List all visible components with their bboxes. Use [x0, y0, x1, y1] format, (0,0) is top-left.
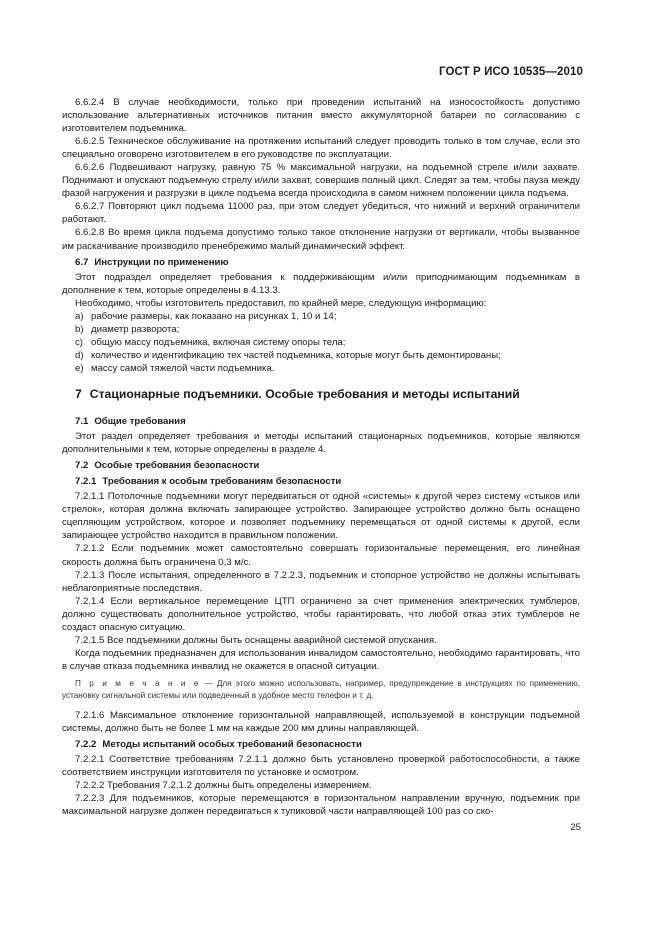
paragraph-7-2-1-1: 7.2.1.1 Потолочные подъемники могут передвигаться от одной «системы» к другой через систему «стыков или стрелок», которая должна включать запирающее устройство. Запирающее устройство должно быть оснащено сцепляющим устройством, которое и позволяет подъемнику перемещаться от одной системы к другой, если запирающее устройство находится в правильном положении.: [62, 491, 580, 542]
section-number: 7.2: [75, 460, 89, 472]
list-item-text: диаметр разворота;: [91, 323, 180, 335]
list-item-text: общую массу подъемника, включая систему опоры тела;: [91, 336, 346, 348]
section-number: 7.2.2: [75, 739, 97, 751]
list-item-text: количество и идентификацию тех частей подъемника, которые могут быть демонтированы;: [91, 349, 501, 361]
list-marker: a): [75, 310, 84, 322]
section-number: 7: [75, 386, 82, 401]
section-title: Особые требования безопасности: [94, 460, 260, 472]
paragraph-7-2-1-4: 7.2.1.4 Если вертикальное перемещение ЦТП ограничено за счет применения электрических тумблеров, должно существовать дополнительное устройство, чтобы гарантировать, что любой отказ этих тумблеров не создаст опасную ситуацию.: [62, 595, 580, 633]
list-marker: c): [75, 336, 83, 348]
paragraph-7-2-2-3: 7.2.2.3 Для подъемников, которые перемещаются в горизонтальном направлении вручную, подъемник при максимальной нагрузке должен передвигаться к тупиковой части направляющей 100 раз со ско-: [62, 793, 580, 818]
section-number: 7.1: [75, 416, 89, 428]
document-header: ГОСТ Р ИСО 10535—2010: [438, 66, 583, 78]
paragraph-6-6-2-7: 6.6.2.7 Повторяют цикл подъема 11000 раз, при этом следует убедиться, что нижний и верхний ограничители работают.: [62, 201, 580, 226]
subsection-heading-6-7: [62, 256, 580, 269]
paragraph: Этот раздел определяет требования и методы испытаний стационарных подъемников, которые являются дополнительными к тем, которые определены в разделе 4.: [62, 431, 580, 456]
list-item: [62, 362, 580, 375]
section-heading-7: [62, 388, 580, 401]
paragraph: Необходимо, чтобы изготовитель предоставил, по крайней мере, следующую информацию:: [75, 297, 487, 309]
paragraph-6-6-2-5: 6.6.2.5 Техническое обслуживание на протяжении испытаний следует проводить только в том случае, если это специально оговорено изготовителем в его руководстве по эксплуатации.: [62, 136, 580, 161]
paragraph-6-6-2-6: 6.6.2.6 Подвешивают нагрузку, равную 75 % максимальной нагрузки, на подъемной стреле и/или захвате. Поднимают и опускают подъемную стрелу и/или захват, совершив полный цикл. Следят за тем, чтобы пауза между фазой нагружения и разгрузки в цикле подъема всегда происходила в самом нижнем положении цикла подъема.: [62, 162, 580, 200]
list-marker: b): [75, 323, 84, 335]
paragraph-7-2-2-2: 7.2.2.2 Требования 7.2.1.2 должны быть определены измерением.: [75, 780, 372, 792]
list-marker: d): [75, 349, 84, 361]
paragraph-7-2-2-1: 7.2.2.1 Соответствие требованиям 7.2.1.1 должно быть установлено проверкой работоспособности, а также соответствием инструкции изготовителя по установке и осмотром.: [62, 754, 580, 779]
list-item-text: рабочие размеры, как показано на рисунках 1, 10 и 14;: [91, 310, 337, 322]
section-title: Инструкции по применению: [94, 256, 229, 268]
subsection-heading-7-2-1: [62, 475, 580, 488]
note-text: — Для этого можно использовать, например, предупреждение в инструкциях по применению, установку сигнальной системы или подведенный в удобное место телефон и т. д.: [62, 678, 580, 700]
list-item: [62, 349, 580, 362]
note: [62, 678, 580, 702]
section-title: Общие требования: [94, 416, 186, 428]
paragraph: Этот подраздел определяет требования к поддерживающим и/или приподнимающим подъемникам в дополнение к тем, которые определены в 4.13.3.: [62, 271, 580, 296]
section-title: Методы испытаний особых требований безопасности: [102, 739, 362, 751]
subsection-heading-7-2-2: [62, 738, 580, 751]
paragraph: Когда подъемник предназначен для использования инвалидом самостоятельно, необходимо гарантировать, что в случае отказа подъемника инвалид не окажется в опасной ситуации.: [62, 647, 580, 672]
list-item: [62, 310, 580, 323]
paragraph-7-2-1-2: 7.2.1.2 Если подъемник может самостоятельно совершать горизонтальные перемещения, его линейная скорость должна быть ограничена 0,3 м/с.: [62, 543, 580, 568]
list-item-text: массу самой тяжелой части подъемника.: [91, 362, 275, 374]
page-number: 25: [570, 822, 581, 833]
list-item: [62, 323, 580, 336]
subsection-heading-7-1: [62, 415, 580, 428]
paragraph-7-2-1-6: 7.2.1.6 Максимальное отклонение горизонтальной направляющей, используемой в конструкции подъемной системы, должно быть не более 1 мм на каждые 200 мм длины направляющей.: [62, 709, 580, 734]
paragraph-7-2-1-5: 7.2.1.5 Все подъемники должны быть оснащены аварийной системой опускания.: [75, 634, 437, 646]
subsection-heading-7-2: [62, 459, 580, 472]
section-number: 6.7: [75, 256, 89, 268]
section-number: 7.2.1: [75, 476, 97, 488]
note-label: П р и м е ч а н и е: [75, 678, 201, 688]
section-title: Стационарные подъемники. Особые требования и методы испытаний: [89, 386, 520, 401]
list-marker: e): [75, 362, 84, 374]
section-title: Требования к особым требованиям безопасности: [102, 476, 342, 488]
paragraph-6-6-2-8: 6.6.2.8 Во время цикла подъема допустимо только такое отклонение нагрузки от вертикали, чтобы вызванное им раскачивание производило пренебрежимо малый динамический эффект.: [62, 227, 580, 252]
list-item: [62, 336, 580, 349]
page-content: [62, 96, 580, 818]
paragraph-7-2-1-3: 7.2.1.3 После испытания, определенного в 7.2.2.3, подъемник и стопорное устройство не должны испытывать неблагоприятные последствия.: [62, 569, 580, 594]
paragraph-6-6-2-4: 6.6.2.4 В случае необходимости, только при проведении испытаний на износостойкость допустимо использование альтернативных источников питания вместо аккумуляторной батареи по согласованию с изготовителем подъемника.: [62, 97, 580, 135]
